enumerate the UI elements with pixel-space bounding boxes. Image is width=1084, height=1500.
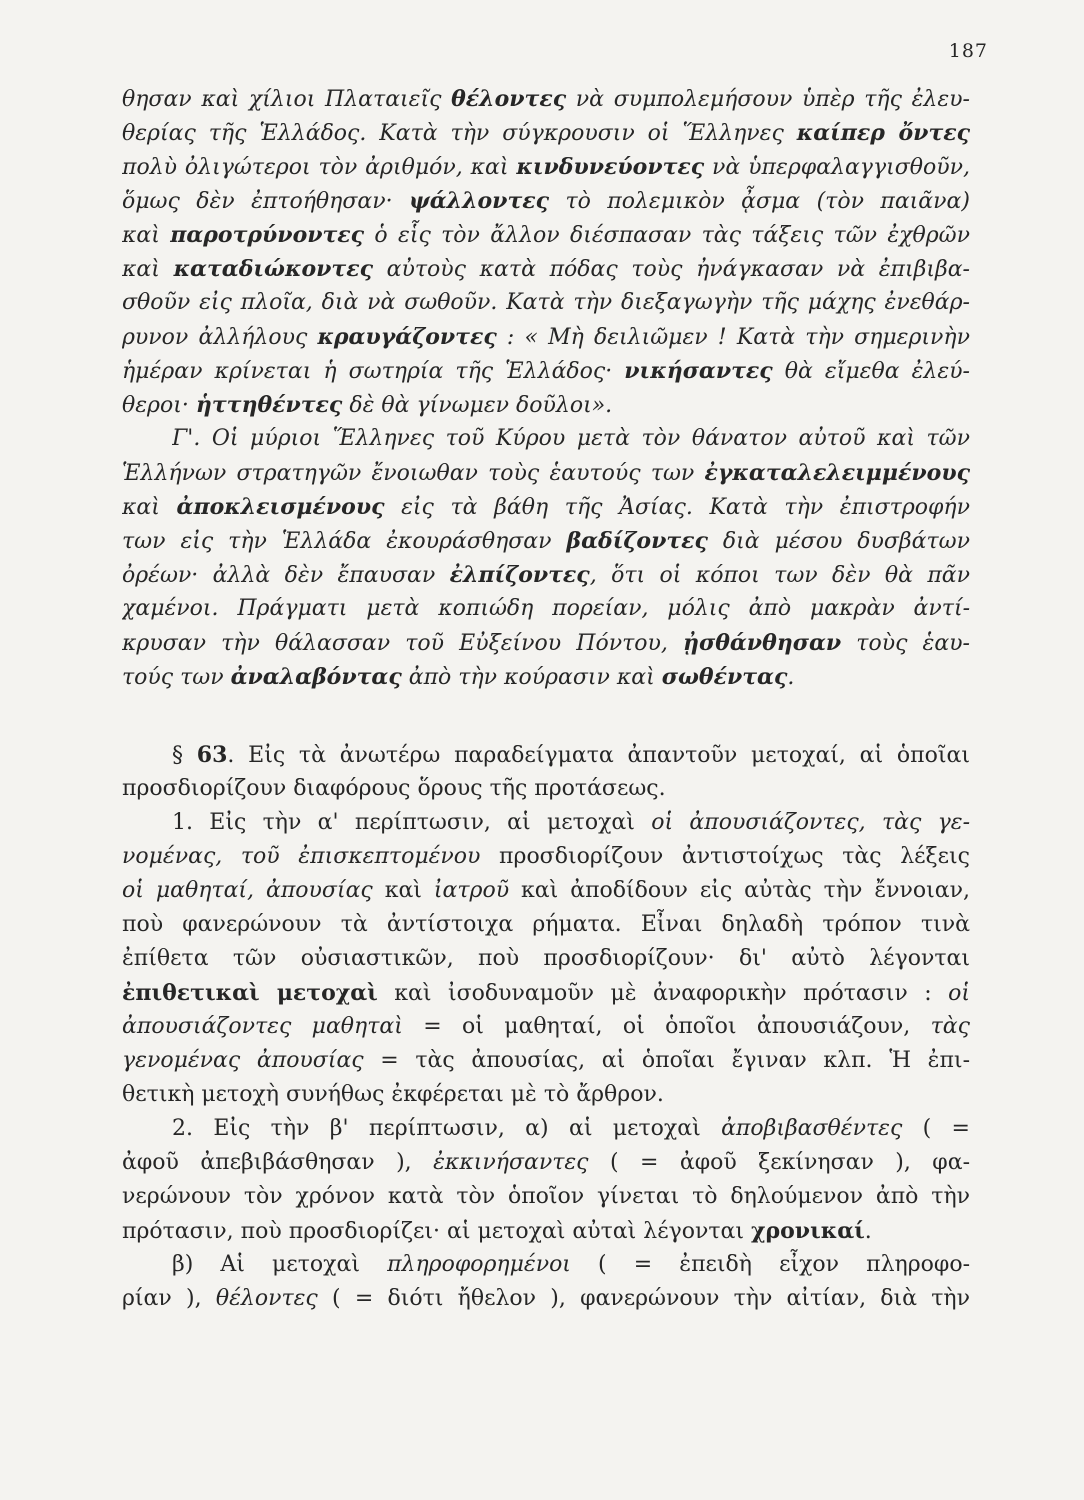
text-run: καὶ [122,257,174,282]
text-run: χαμένοι. Πράγματι μετὰ κοπιώδη πορείαν, μόλις ἀπὸ μακρὰν ἀντί- [122,596,970,621]
emphasized-term: ἐλπίζοντες [449,562,590,588]
text-line [122,252,970,287]
text-run: κρυσαν τὴν θάλασσαν τοῦ Εὐξείνου Πόντου, [122,631,683,656]
text-run: . [864,1219,872,1244]
text-run: θεροι· [122,393,196,418]
text-line [122,1044,970,1078]
text-line [122,184,970,219]
text-line [122,490,970,525]
text-line [122,218,970,253]
text-run: ( = ἀφοῦ ξεκίνησαν ), φα- [588,1150,970,1175]
text-line [172,422,970,456]
text-run: προσδιορίζουν ἀντιστοίχως τὰς λέξεις [480,844,970,869]
text-line [122,116,970,151]
text-run: ρυνον ἀλλήλους [122,325,318,350]
text-run: ὁ εἷς τὸν ἄλλον διέσπασαν τὰς τάξεις τῶν ἐχθρῶν [364,223,970,248]
text-line [122,1146,970,1180]
text-run: = τὰς ἀπουσίας, αἱ ὁποῖαι ἔγιναν κλπ. Ἡ ἐπι- [363,1048,970,1073]
emphasized-term: κινδυνεύοντες [516,154,705,180]
text-run: αὐτοὺς κατὰ πόδας τοὺς ἠνάγκασαν νὰ ἐπιβιβα- [372,257,970,282]
text-run: τούς των [122,665,231,690]
emphasized-term: χρονικαί [751,1218,865,1244]
text-run: ἐπίθετα τῶν οὐσιαστικῶν, ποὺ προσδιορίζουν· δι' αὐτὸ λέγονται [122,946,970,971]
text-run: των εἰς τὴν Ἑλλάδα ἐκουράσθησαν [122,529,567,554]
text-run: προσδιορίζουν διαφόρους ὅρους τῆς προτάσεως. [122,776,666,801]
text-line [172,1248,970,1282]
emphasized-term: καταδιώκοντες [173,256,373,282]
emphasized-term: ἀποκλεισμένους [176,494,385,520]
emphasized-term: νικήσαντες [624,358,773,384]
text-line [122,908,970,942]
text-run: . [787,665,795,690]
text-line [122,592,970,626]
text-line [122,82,970,117]
text-line [122,660,970,695]
text-run: ἰατροῦ [433,878,510,903]
emphasized-term: σωθέντας [661,664,788,690]
text-line [122,1214,970,1249]
text-run: πολὺ ὀλιγώτεροι τὸν ἀριθμόν, καὶ [122,155,517,180]
text-line [122,874,970,908]
text-line [172,806,970,840]
text-run: ποὺ φανερώνουν τὰ ἀντίστοιχα ρήματα. Εἶναι δηλαδὴ τρόπον τινὰ [122,912,970,937]
text-run: σθοῦν εἰς πλοῖα, διὰ νὰ σωθοῦν. Κατὰ τὴν διεξαγωγὴν τῆς μάχης ἐνεθάρ- [122,290,970,315]
text-run: διὰ μέσου δυσβάτων [707,529,970,554]
text-line [122,840,970,874]
emphasized-term: 63 [196,742,228,768]
text-run: ( = ἐπειδὴ εἶχον πληροφο- [570,1252,970,1277]
text-run: , ὅτι οἱ κόποι των δὲν θὰ πᾶν [589,563,970,588]
text-run: νομένας, τοῦ ἐπισκεπτομένου [122,844,481,869]
text-line [122,286,970,320]
text-run: ( = [902,1116,970,1141]
text-run: ὀρέων· ἀλλὰ δὲν ἔπαυσαν [122,563,450,588]
text-line [122,1282,970,1316]
emphasized-term: κραυγάζοντες [317,324,497,350]
text-run: οἱ μαθηταί, ἀπουσίας [122,878,373,903]
text-run: ἀποβιβασθέντες [721,1116,903,1141]
text-line [122,976,970,1011]
text-line [122,354,970,389]
emphasized-term: ψάλλοντες [409,188,550,214]
emphasized-term: ἐγκαταλελειμμένους [704,460,970,486]
text-line [122,524,970,559]
text-line [122,1010,970,1044]
text-run: θερίας τῆς Ἑλλάδος. Κατὰ τὴν σύγκρουσιν οἱ Ἕλληνες [122,121,797,146]
text-run: καὶ ἀποδίδουν εἰς αὐτὰς τὴν ἔννοιαν, [509,878,970,903]
text-run: πληροφορημένοι [387,1252,571,1277]
text-run: καὶ [122,495,177,520]
text-run: ἡμέραν κρίνεται ἡ σωτηρία τῆς Ἑλλάδος· [122,359,625,384]
page-number: 187 [948,40,988,62]
text-run: . Εἰς τὰ ἀνωτέρω παραδείγματα ἀπαντοῦν μετοχαί, αἱ ὁποῖαι [227,743,970,768]
text-run: ἀπὸ τὴν κούρασιν καὶ [401,665,662,690]
text-run: οἱ ἀπουσιάζοντες, τὰς γε- [651,810,970,835]
text-run: γενομένας ἀπουσίας [122,1048,364,1073]
text-line [122,558,970,593]
emphasized-term: παροτρύνοντες [170,222,365,248]
text-line [122,942,970,976]
emphasized-term: βαδίζοντες [566,528,708,554]
text-run: εἰς τὰ βάθη τῆς Ἀσίας. Κατὰ τὴν ἐπιστροφήν [384,495,970,520]
emphasized-term: ᾐσθάνθησαν [682,630,842,656]
text-run: θὰ εἴμεθα ἐλεύ- [772,359,970,384]
text-run: : « Μὴ δειλιῶμεν ! Κατὰ τὴν σημερινὴν [496,325,970,350]
text-line [172,1112,970,1146]
text-run: ἀφοῦ ἀπεβιβάσθησαν ), [122,1150,434,1175]
emphasized-term: θέλοντες [451,86,567,112]
text-line [122,320,970,355]
text-run: πρότασιν, ποὺ προσδιορίζει· αἱ μετοχαὶ αὐταὶ λέγονται [122,1219,752,1244]
text-run: δὲ θὰ γίνωμεν δοῦλοι». [342,393,613,418]
emphasized-term: ἡττηθέντες [195,392,343,418]
text-line [122,456,970,491]
text-line [122,626,970,661]
text-run: νὰ συμπολεμήσουν ὑπὲρ τῆς ἐλευ- [566,87,970,112]
text-run: νερώνουν τὸν χρόνον κατὰ τὸν ὁποῖον γίνεται τὸ δηλούμενον ἀπὸ τὴν [122,1184,970,1209]
text-line [122,150,970,185]
text-run: 2. Εἰς τὴν β' περίπτωσιν, α) αἱ μετοχαὶ [172,1116,722,1141]
text-run: Γ'. Οἱ μύριοι Ἕλληνες τοῦ Κύρου μετὰ τὸν θάνατον αὐτοῦ καὶ τῶν [172,426,970,451]
text-run: οἱ [948,981,970,1006]
emphasized-term: ἐπιθετικαὶ μετοχαὶ [122,980,378,1006]
text-line [122,772,970,806]
text-run: τὰς [930,1014,970,1039]
text-line [122,388,970,423]
text-run: τοὺς ἑαυ- [841,631,970,656]
text-run: θετικὴ μετοχὴ συνήθως ἐκφέρεται μὲ τὸ ἄρθρον. [122,1082,664,1107]
text-line [122,1078,970,1112]
text-run: ὅμως δὲν ἐπτοήθησαν· [122,189,410,214]
text-run: Ἑλλήνων στρατηγῶν ἔνοιωθαν τοὺς ἑαυτούς των [122,461,705,486]
text-run: τὸ πολεμικὸν ᾆσμα (τὸν παιᾶνα) [549,189,970,214]
text-run: ( = διότι ἤθελον ), φανερώνουν τὴν αἰτίαν, διὰ τὴν [317,1286,970,1311]
text-run: 1. Εἰς τὴν α' περίπτωσιν, αἱ μετοχαὶ [172,810,652,835]
text-line [122,1180,970,1214]
text-run: = οἱ μαθηταί, οἱ ὁποῖοι ἀπουσιάζουν, [402,1014,931,1039]
text-run: β) Αἱ μετοχαὶ [172,1252,388,1277]
text-run: καὶ [122,223,171,248]
text-run: νὰ ὑπερφαλαγγισθοῦν, [704,155,970,180]
emphasized-term: καίπερ ὄντες [796,120,970,146]
text-run: ἀπουσιάζοντες μαθηταὶ [122,1014,403,1039]
text-line [172,738,970,773]
text-run: § [172,743,197,768]
text-run: θέλοντες [215,1286,318,1311]
text-run: καὶ [372,878,434,903]
text-run: καὶ ἰσοδυναμοῦν μὲ ἀναφορικὴν πρότασιν : [377,981,949,1006]
text-run: θησαν καὶ χίλιοι Πλαταιεῖς [122,87,452,112]
text-run: ἐκκινήσαντες [433,1150,589,1175]
text-run: ρίαν ), [122,1286,216,1311]
emphasized-term: ἀναλαβόντας [230,664,402,690]
